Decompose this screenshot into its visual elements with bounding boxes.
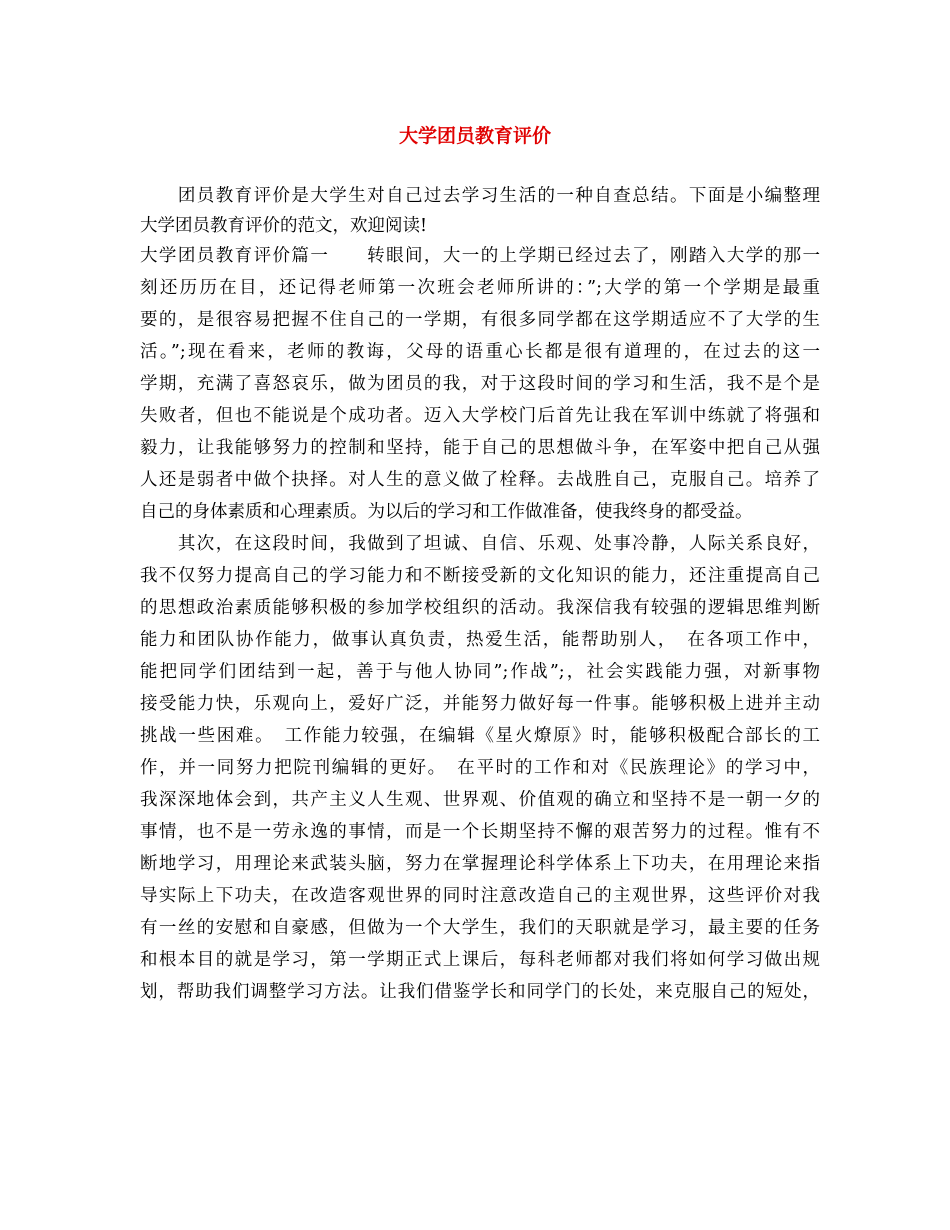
text-line: 失败者，但也不能说是个成功者。迈入大学校门后首先让我在军训中练就了将强和 — [140, 406, 820, 426]
text-line: 我不仅努力提高自己的学习能力和不断接受新的文化知识的能力，还注重提高自己 — [140, 566, 820, 586]
text-line: 大学团员教育评价的范文，欢迎阅读! — [140, 216, 428, 236]
text-line: 有一丝的安慰和自豪感，但做为一个大学生，我们的天职就是学习，最主要的任务 — [140, 918, 820, 938]
text-line: 学期，充满了喜怒哀乐，做为团员的我，对于这段时间的学习和生活，我不是个是 — [140, 374, 820, 394]
text-line: 事情，也不是一劳永逸的事情，而是一个长期坚持不懈的艰苦努力的过程。惟有不 — [140, 822, 820, 842]
text-line: 我深深地体会到，共产主义人生观、世界观、价值观的确立和坚持不是一朝一夕的 — [140, 790, 820, 810]
text-line: 要的，是很容易把握不住自己的一学期，有很多同学都在这学期适应不了大学的生 — [140, 310, 820, 330]
text-line: 毅力，让我能够努力的控制和坚持，能于自己的思想做斗争，在军姿中把自己从强 — [140, 438, 820, 458]
text-line: 自己的身体素质和心理素质。为以后的学习和工作做准备，使我终身的都受益。 — [140, 502, 753, 522]
text-line: 断地学习，用理论来武装头脑，努力在掌握理论科学体系上下功夫，在用理论来指 — [140, 854, 820, 874]
text-line: 团员教育评价是大学生对自己过去学习生活的一种自查总结。下面是小编整理 — [140, 186, 820, 206]
text-line: 大学团员教育评价篇一 转眼间，大一的上学期已经过去了，刚踏入大学的那一 — [140, 246, 820, 266]
text-line: 作，并一同努力把院刊编辑的更好。 在平时的工作和对《民族理论》的学习中， — [140, 758, 820, 778]
text-line: 的思想政治素质能够积极的参加学校组织的活动。我深信我有较强的逻辑思维判断 — [140, 598, 820, 618]
text-line: 其次，在这段时间，我做到了坦诚、自信、乐观、处事冷静，人际关系良好， — [140, 534, 820, 554]
text-line: 能力和团队协作能力，做事认真负责，热爱生活，能帮助别人， 在各项工作中， — [140, 630, 820, 650]
text-line: 能把同学们团结到一起，善于与他人协同”;作战”;，社会实践能力强，对新事物 — [140, 662, 820, 682]
text-line: 挑战一些困难。 工作能力较强，在编辑《星火燎原》时，能够积极配合部长的工 — [140, 726, 820, 746]
text-line: 活。”;现在看来，老师的教诲，父母的语重心长都是很有道理的，在过去的这一 — [140, 342, 820, 362]
text-line: 人还是弱者中做个抉择。对人生的意义做了栓释。去战胜自己，克服自己。培养了 — [140, 470, 820, 490]
text-line: 划，帮助我们调整学习方法。让我们借鉴学长和同学门的长处，来克服自己的短处， — [140, 982, 820, 1002]
text-line: 和根本目的就是学习，第一学期正式上课后，每科老师都对我们将如何学习做出规 — [140, 950, 820, 970]
text-line: 接受能力快，乐观向上，爱好广泛，并能努力做好每一件事。能够积极上进并主动 — [140, 694, 820, 714]
text-line: 刻还历历在目，还记得老师第一次班会老师所讲的：”;大学的第一个学期是最重 — [140, 278, 820, 298]
document-title: 大学团员教育评价 — [398, 125, 551, 147]
text-line: 导实际上下功夫，在改造客观世界的同时注意改造自己的主观世界，这些评价对我 — [140, 886, 820, 906]
